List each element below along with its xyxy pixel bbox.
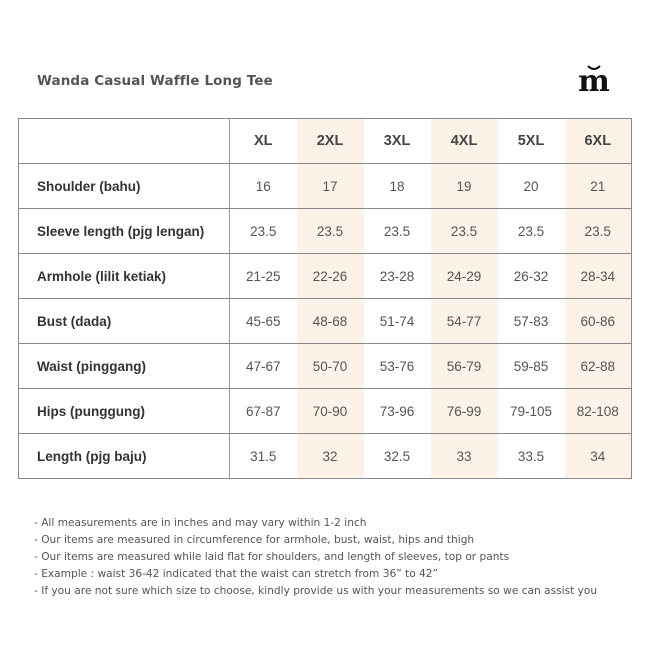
size-header-6xl: 6XL	[565, 119, 632, 164]
table-cell: 53-76	[364, 344, 431, 389]
table-cell: 48-68	[297, 299, 364, 344]
table-cell: 59-85	[498, 344, 565, 389]
table-cell: 20	[498, 164, 565, 209]
row-label: Armhole (lilit ketiak)	[19, 254, 230, 299]
size-header-xl: XL	[230, 119, 297, 164]
table-cell: 23.5	[498, 209, 565, 254]
size-header-2xl: 2XL	[297, 119, 364, 164]
row-label: Hips (punggung)	[19, 389, 230, 434]
table-row-sleeve-length	[19, 209, 632, 254]
table-cell: 67-87	[230, 389, 297, 434]
table-cell: 32.5	[364, 434, 431, 479]
table-cell: 34	[565, 434, 632, 479]
note-item: - Our items are measured in circumference for armhole, bust, waist, hips and thigh	[34, 534, 475, 546]
table-cell: 33	[431, 434, 498, 479]
table-cell: 51-74	[364, 299, 431, 344]
note-item: - All measurements are in inches and may vary within 1-2 inch	[34, 517, 367, 529]
table-cell: 62-88	[565, 344, 632, 389]
size-header-row	[19, 119, 632, 164]
measurement-notes	[34, 515, 597, 600]
table-cell: 79-105	[498, 389, 565, 434]
table-cell: 45-65	[230, 299, 297, 344]
table-cell: 23-28	[364, 254, 431, 299]
table-cell: 18	[364, 164, 431, 209]
table-cell: 23.5	[230, 209, 297, 254]
table-cell: 82-108	[565, 389, 632, 434]
logo-letter: m	[578, 64, 610, 96]
table-cell: 50-70	[297, 344, 364, 389]
note-item: - If you are not sure which size to choose, kindly provide us with your measurements so we can assist you	[34, 585, 598, 597]
table-cell: 31.5	[230, 434, 297, 479]
table-cell: 23.5	[565, 209, 632, 254]
table-cell: 54-77	[431, 299, 498, 344]
table-cell: 57-83	[498, 299, 565, 344]
note-item: - Our items are measured while laid flat for shoulders, and length of sleeves, top or pants	[34, 551, 510, 563]
table-cell: 21-25	[230, 254, 297, 299]
table-row-bust	[19, 299, 632, 344]
table-row-shoulder	[19, 164, 632, 209]
size-chart-table	[18, 118, 632, 479]
size-header-3xl: 3XL	[364, 119, 431, 164]
table-cell: 26-32	[498, 254, 565, 299]
table-cell: 56-79	[431, 344, 498, 389]
header-corner-cell	[19, 119, 230, 164]
table-row-armhole	[19, 254, 632, 299]
table-cell: 21	[565, 164, 632, 209]
row-label: Shoulder (bahu)	[19, 164, 230, 209]
table-cell: 22-26	[297, 254, 364, 299]
table-cell: 23.5	[297, 209, 364, 254]
table-cell: 76-99	[431, 389, 498, 434]
table-cell: 32	[297, 434, 364, 479]
table-cell: 23.5	[364, 209, 431, 254]
table-row-length	[19, 434, 632, 479]
table-cell: 24-29	[431, 254, 498, 299]
table-cell: 17	[297, 164, 364, 209]
table-cell: 16	[230, 164, 297, 209]
table-cell: 23.5	[431, 209, 498, 254]
size-header-5xl: 5XL	[498, 119, 565, 164]
table-cell: 60-86	[565, 299, 632, 344]
table-cell: 19	[431, 164, 498, 209]
table-cell: 47-67	[230, 344, 297, 389]
row-label: Sleeve length (pjg lengan)	[19, 209, 230, 254]
table-row-waist	[19, 344, 632, 389]
row-label: Length (pjg baju)	[19, 434, 230, 479]
table-cell: 33.5	[498, 434, 565, 479]
table-cell: 70-90	[297, 389, 364, 434]
page-title: Wanda Casual Waffle Long Tee	[37, 73, 273, 89]
table-cell: 28-34	[565, 254, 632, 299]
row-label: Bust (dada)	[19, 299, 230, 344]
note-item: - Example : waist 36-42 indicated that the waist can stretch from 36” to 42”	[34, 568, 439, 580]
row-label: Waist (pinggang)	[19, 344, 230, 389]
table-cell: 73-96	[364, 389, 431, 434]
brand-m-logo-icon	[577, 62, 611, 96]
size-header-4xl: 4XL	[431, 119, 498, 164]
table-row-hips	[19, 389, 632, 434]
